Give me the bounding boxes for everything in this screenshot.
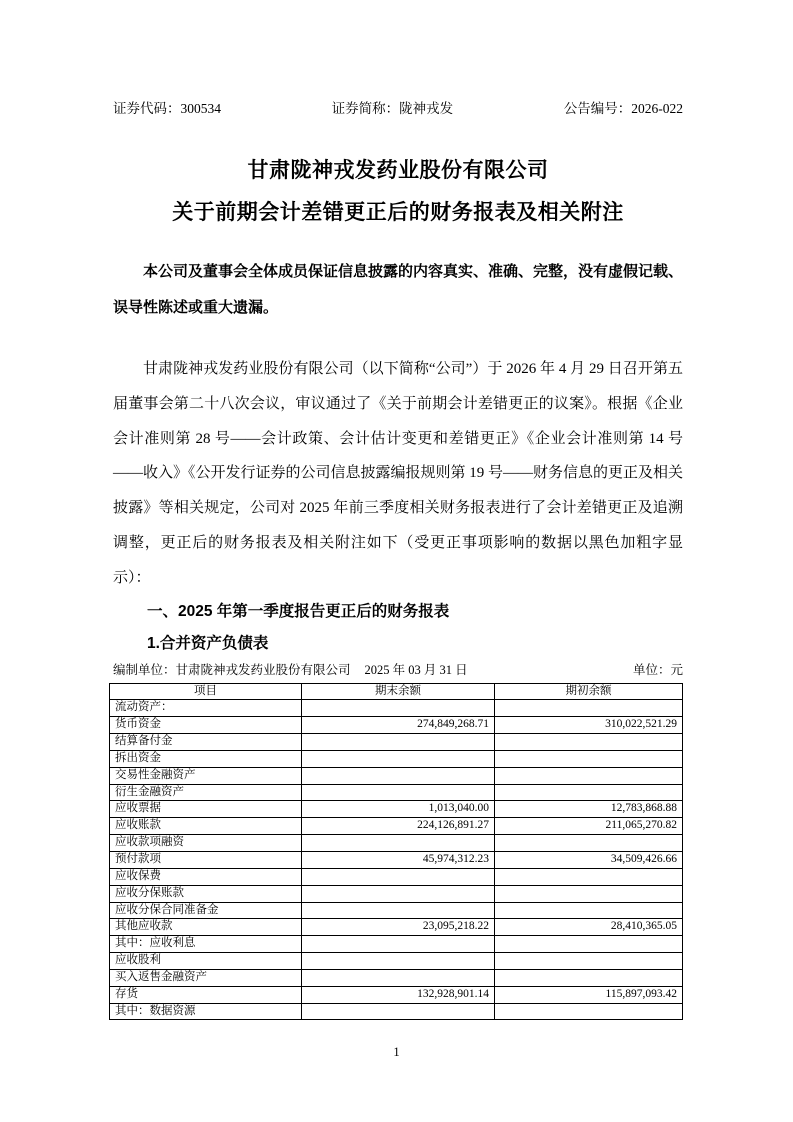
table-row	[110, 953, 683, 970]
item-cell: 应收账款	[110, 818, 302, 835]
subsection-heading: 1.合并资产负债表	[147, 634, 269, 652]
table-row	[110, 784, 683, 801]
ending-balance-cell	[302, 700, 495, 717]
beginning-balance-cell	[495, 835, 683, 852]
ending-balance-cell	[302, 902, 495, 919]
beginning-balance-cell	[495, 969, 683, 986]
item-cell: 预付款项	[110, 852, 302, 869]
beginning-balance-cell: 34,509,426.66	[495, 852, 683, 869]
balance-sheet-table	[109, 683, 683, 1021]
beginning-balance-cell	[495, 784, 683, 801]
beginning-balance-cell	[495, 700, 683, 717]
beginning-balance-cell: 28,410,365.05	[495, 919, 683, 936]
item-cell: 其他应收款	[110, 919, 302, 936]
prepared-by-label: 编制单位：甘肃陇神戎发药业股份有限公司	[113, 662, 351, 677]
table-row	[110, 1003, 683, 1020]
table-row	[110, 852, 683, 869]
beginning-balance-cell	[495, 1003, 683, 1020]
declaration-paragraph: 本公司及董事会全体成员保证信息披露的内容真实、准确、完整，没有虚假记载、误导性陈述或重大遗漏。	[113, 263, 684, 316]
column-header-item: 项目	[110, 683, 302, 700]
item-cell: 存货	[110, 986, 302, 1003]
item-cell: 衍生金融资产	[110, 784, 302, 801]
report-date-label: 2025 年 03 月 31 日	[364, 662, 468, 677]
ending-balance-cell: 132,928,901.14	[302, 986, 495, 1003]
table-row	[110, 986, 683, 1003]
item-cell: 应收款项融资	[110, 835, 302, 852]
item-cell: 结算备付金	[110, 734, 302, 751]
section-heading: 一、2025 年第一季度报告更正后的财务报表	[147, 602, 450, 620]
item-cell: 交易性金融资产	[110, 767, 302, 784]
beginning-balance-cell	[495, 868, 683, 885]
column-header-beginning-balance: 期初余额	[495, 683, 683, 700]
item-cell: 应收分保账款	[110, 885, 302, 902]
balance-sheet-body	[110, 700, 683, 1020]
table-row	[110, 700, 683, 717]
table-row	[110, 885, 683, 902]
item-cell: 其中：数据资源	[110, 1003, 302, 1020]
ending-balance-cell: 274,849,268.71	[302, 717, 495, 734]
item-cell: 应收保费	[110, 868, 302, 885]
ending-balance-cell	[302, 750, 495, 767]
ending-balance-cell	[302, 835, 495, 852]
beginning-balance-cell: 12,783,868.88	[495, 801, 683, 818]
column-header-ending-balance: 期末余额	[302, 683, 495, 700]
announcement-number-label: 公告编号：2026-022	[563, 101, 683, 116]
table-meta-line	[113, 662, 683, 679]
table-row	[110, 801, 683, 818]
ending-balance-cell: 1,013,040.00	[302, 801, 495, 818]
title-block	[113, 150, 683, 234]
ending-balance-cell: 23,095,218.22	[302, 919, 495, 936]
table-row	[110, 936, 683, 953]
beginning-balance-cell	[495, 750, 683, 767]
page-number: 1	[393, 1045, 400, 1059]
ending-balance-cell	[302, 936, 495, 953]
item-cell: 买入返售金融资产	[110, 969, 302, 986]
item-cell: 货币资金	[110, 717, 302, 734]
beginning-balance-cell	[495, 953, 683, 970]
beginning-balance-cell: 115,897,093.42	[495, 986, 683, 1003]
table-row	[110, 717, 683, 734]
ending-balance-cell	[302, 1003, 495, 1020]
stock-name-label: 证券简称：陇神戎发	[331, 101, 454, 116]
table-row	[110, 750, 683, 767]
table-row	[110, 868, 683, 885]
beginning-balance-cell: 310,022,521.29	[495, 717, 683, 734]
item-cell: 拆出资金	[110, 750, 302, 767]
item-cell: 应收股利	[110, 953, 302, 970]
stock-code-label: 证券代码：300534	[113, 101, 221, 116]
beginning-balance-cell: 211,065,270.82	[495, 818, 683, 835]
beginning-balance-cell	[495, 902, 683, 919]
document-header	[113, 100, 683, 118]
table-header-row	[110, 683, 683, 700]
table-row	[110, 902, 683, 919]
item-cell: 其中：应收利息	[110, 936, 302, 953]
item-cell: 流动资产：	[110, 700, 302, 717]
beginning-balance-cell	[495, 767, 683, 784]
document-title: 关于前期会计差错更正后的财务报表及相关附注	[172, 201, 624, 224]
ending-balance-cell	[302, 953, 495, 970]
unit-label: 单位：元	[632, 662, 683, 677]
company-name-title: 甘肃陇神戎发药业股份有限公司	[247, 159, 549, 182]
table-row	[110, 969, 683, 986]
beginning-balance-cell	[495, 885, 683, 902]
item-cell: 应收分保合同准备金	[110, 902, 302, 919]
ending-balance-cell	[302, 969, 495, 986]
table-row	[110, 767, 683, 784]
ending-balance-cell	[302, 784, 495, 801]
ending-balance-cell: 224,126,891.27	[302, 818, 495, 835]
ending-balance-cell	[302, 734, 495, 751]
beginning-balance-cell	[495, 734, 683, 751]
ending-balance-cell	[302, 868, 495, 885]
intro-paragraph: 甘肃陇神戎发药业股份有限公司（以下简称“公司”）于 2026 年 4 月 29 日召开第五届董事会第二十八次会议，审议通过了《关于前期会计差错更正的议案》。根据《企业会计准则第 28 号——会计政策、会计估计变更和差错更正》《企业会计准则第 14 号——收入》《公开发行证券的公司信息披露编报规则第 19 号——财务信息的更正及相关披露》等相关规定，公司对 2025 年前三季度相关财务报表进行了会计差错更正及追溯调整，更正后的财务报表及相关附注如下（受更正事项影响的数据以黑色加粗字显示）：	[113, 361, 684, 586]
table-row	[110, 919, 683, 936]
item-cell: 应收票据	[110, 801, 302, 818]
beginning-balance-cell	[495, 936, 683, 953]
table-row	[110, 818, 683, 835]
ending-balance-cell: 45,974,312.23	[302, 852, 495, 869]
ending-balance-cell	[302, 767, 495, 784]
table-row	[110, 734, 683, 751]
table-row	[110, 835, 683, 852]
ending-balance-cell	[302, 885, 495, 902]
